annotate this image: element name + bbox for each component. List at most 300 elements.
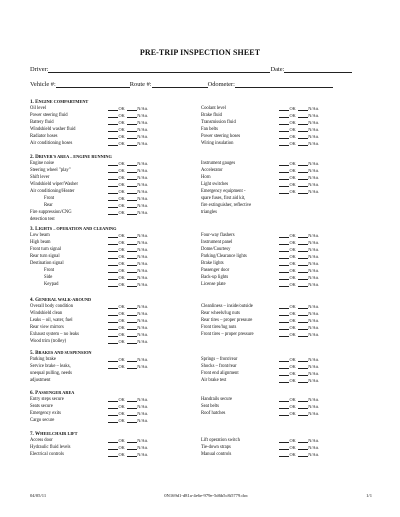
- ok-blank[interactable]: [279, 112, 289, 118]
- section: [30, 389, 372, 424]
- ok-blank[interactable]: [279, 232, 289, 238]
- checklist-item: [30, 209, 201, 216]
- ok-blank[interactable]: [108, 133, 118, 139]
- na-blank[interactable]: [298, 239, 308, 245]
- checklist-item: [30, 363, 201, 370]
- ok-blank[interactable]: [279, 377, 289, 383]
- ok-blank[interactable]: [108, 119, 118, 125]
- checklist-item: [30, 260, 201, 267]
- check-group: [279, 403, 321, 410]
- na-blank[interactable]: [127, 239, 137, 245]
- na-blank[interactable]: [298, 119, 308, 125]
- checklist-item: [30, 167, 201, 174]
- na-blank[interactable]: [298, 370, 308, 376]
- right-column: [201, 303, 372, 345]
- na-blank[interactable]: [298, 363, 308, 369]
- ok-blank[interactable]: [279, 105, 289, 111]
- ok-blank[interactable]: [108, 253, 118, 259]
- item-name: Passenger door: [201, 268, 230, 274]
- na-blank[interactable]: [298, 232, 308, 238]
- na-blank[interactable]: [127, 195, 137, 201]
- ok-label: OK: [118, 247, 125, 253]
- na-label: N/Att.: [308, 175, 320, 181]
- ok-blank[interactable]: [108, 140, 118, 146]
- right-column: [201, 160, 372, 223]
- ok-blank[interactable]: [108, 188, 118, 194]
- ok-blank[interactable]: [279, 267, 289, 273]
- ok-label: OK: [289, 113, 296, 119]
- ok-blank[interactable]: [108, 246, 118, 252]
- na-blank[interactable]: [298, 126, 308, 132]
- section: [30, 98, 372, 147]
- na-blank[interactable]: [127, 202, 137, 208]
- right-column: [201, 356, 372, 384]
- ok-label: OK: [289, 275, 296, 281]
- check-group: [279, 119, 321, 126]
- section-columns: [30, 105, 372, 147]
- ok-label: OK: [118, 141, 125, 147]
- ok-blank[interactable]: [279, 303, 289, 309]
- ok-blank[interactable]: [279, 174, 289, 180]
- item-name: Cleanliness – inside/outside: [201, 304, 253, 309]
- checklist-item: [201, 274, 372, 281]
- ok-blank[interactable]: [108, 105, 118, 111]
- ok-blank[interactable]: [108, 303, 118, 309]
- ok-blank[interactable]: [108, 396, 118, 402]
- ok-blank[interactable]: [108, 209, 118, 215]
- na-blank[interactable]: [127, 356, 137, 362]
- ok-blank[interactable]: [279, 239, 289, 245]
- na-blank[interactable]: [127, 410, 137, 416]
- na-blank[interactable]: [127, 451, 137, 457]
- left-column: [30, 396, 201, 424]
- ok-label: OK: [289, 106, 296, 111]
- check-group: [279, 331, 321, 338]
- check-group: [279, 133, 321, 140]
- item-name: Windshield washer fluid: [30, 127, 76, 133]
- checklist-item: [30, 274, 201, 281]
- ok-blank[interactable]: [279, 260, 289, 266]
- ok-label: OK: [118, 311, 125, 317]
- na-label: N/Att.: [137, 452, 149, 458]
- checklist-item: [201, 202, 372, 209]
- left-column: [30, 160, 201, 223]
- ok-label: OK: [289, 261, 296, 267]
- checklist-item: [201, 119, 372, 126]
- na-blank[interactable]: [298, 356, 308, 362]
- check-group: [279, 174, 321, 181]
- ok-label: OK: [118, 339, 125, 345]
- item-name: Seats secure: [30, 404, 53, 410]
- section-title-initial: B: [35, 350, 39, 356]
- na-label: N/Att.: [137, 318, 149, 324]
- na-label: N/Att.: [308, 141, 320, 147]
- ok-blank[interactable]: [108, 112, 118, 118]
- na-blank[interactable]: [127, 133, 137, 139]
- item-name: Dome/Courtesy: [201, 247, 231, 253]
- ok-blank[interactable]: [108, 338, 118, 344]
- item-name: Fan belts: [201, 127, 218, 133]
- check-group: [279, 310, 321, 317]
- na-label: N/Att.: [137, 325, 149, 331]
- na-blank[interactable]: [298, 396, 308, 402]
- ok-label: OK: [289, 371, 296, 377]
- item-name: spare fuses, first aid kit,: [201, 196, 246, 202]
- ok-blank[interactable]: [108, 274, 118, 280]
- na-label: N/Att.: [137, 141, 149, 147]
- item-name: License plate: [201, 282, 226, 288]
- item-name: Air conditioning hoses: [30, 141, 73, 147]
- vehicle-field[interactable]: [56, 81, 130, 88]
- na-blank[interactable]: [127, 112, 137, 118]
- ok-blank[interactable]: [108, 363, 118, 369]
- na-blank[interactable]: [298, 331, 308, 337]
- odometer-field[interactable]: [235, 81, 333, 88]
- check-group: [108, 105, 150, 112]
- check-group: [279, 267, 321, 274]
- section-title-rest: RAKES AND SUSPENSION: [38, 350, 92, 355]
- na-blank[interactable]: [127, 317, 137, 323]
- na-label: N/Att.: [308, 106, 320, 111]
- ok-label: OK: [118, 261, 125, 267]
- na-blank[interactable]: [298, 437, 308, 443]
- na-blank[interactable]: [298, 174, 308, 180]
- ok-label: OK: [118, 332, 125, 338]
- na-blank[interactable]: [127, 119, 137, 125]
- checklist-item: [201, 253, 372, 260]
- na-blank[interactable]: [298, 310, 308, 316]
- ok-label: OK: [289, 404, 296, 410]
- checklist-item: [30, 195, 201, 202]
- checklist-item: [30, 160, 201, 167]
- ok-blank[interactable]: [108, 444, 118, 450]
- ok-blank[interactable]: [108, 181, 118, 187]
- na-blank[interactable]: [127, 126, 137, 132]
- section-title-initial: D: [35, 154, 39, 160]
- ok-label: OK: [289, 247, 296, 253]
- na-blank[interactable]: [298, 253, 308, 259]
- na-blank[interactable]: [298, 167, 308, 173]
- ok-label: OK: [118, 161, 125, 166]
- checklist-item: [201, 356, 372, 363]
- ok-blank[interactable]: [108, 417, 118, 423]
- na-blank[interactable]: [127, 331, 137, 337]
- ok-blank[interactable]: [108, 281, 118, 287]
- ok-label: OK: [289, 411, 296, 417]
- item-name: Air brake test: [201, 378, 227, 384]
- checklist-item: [201, 126, 372, 133]
- na-blank[interactable]: [127, 267, 137, 273]
- checklist-item: [201, 105, 372, 112]
- check-group: [108, 317, 150, 324]
- checklist-item: [30, 410, 201, 417]
- na-blank[interactable]: [298, 451, 308, 457]
- na-blank[interactable]: [127, 310, 137, 316]
- na-label: N/Att.: [137, 397, 149, 402]
- na-blank[interactable]: [127, 403, 137, 409]
- na-label: N/Att.: [308, 240, 320, 246]
- footer-date: 04/05/11: [30, 493, 47, 498]
- na-blank[interactable]: [298, 188, 308, 194]
- ok-label: OK: [289, 304, 296, 309]
- ok-label: OK: [289, 175, 296, 181]
- ok-blank[interactable]: [279, 253, 289, 259]
- na-blank[interactable]: [127, 232, 137, 238]
- right-column: [201, 396, 372, 424]
- na-blank[interactable]: [298, 112, 308, 118]
- checklist-item: [30, 105, 201, 112]
- item-name: Power steering hoses: [201, 134, 241, 140]
- ok-blank[interactable]: [108, 451, 118, 457]
- ok-blank[interactable]: [279, 444, 289, 450]
- ok-blank[interactable]: [279, 310, 289, 316]
- check-group: [108, 246, 150, 253]
- ok-blank[interactable]: [279, 281, 289, 287]
- na-blank[interactable]: [127, 338, 137, 344]
- na-blank[interactable]: [127, 274, 137, 280]
- ok-blank[interactable]: [108, 403, 118, 409]
- na-blank[interactable]: [298, 246, 308, 252]
- ok-blank[interactable]: [108, 317, 118, 323]
- na-blank[interactable]: [127, 324, 137, 330]
- ok-blank[interactable]: [279, 324, 289, 330]
- left-column: [30, 356, 201, 384]
- ok-blank[interactable]: [279, 370, 289, 376]
- ok-blank[interactable]: [108, 160, 118, 166]
- odometer-label: Odometer:: [207, 81, 235, 88]
- na-blank[interactable]: [298, 377, 308, 383]
- checklist-item: [201, 324, 372, 331]
- ok-blank[interactable]: [108, 195, 118, 201]
- checklist-item: [30, 417, 201, 424]
- check-group: [279, 188, 321, 195]
- checklist-item: [30, 303, 201, 310]
- checklist-item: [201, 232, 372, 239]
- check-group: [108, 274, 150, 281]
- ok-blank[interactable]: [279, 167, 289, 173]
- ok-blank[interactable]: [279, 133, 289, 139]
- ok-label: OK: [118, 233, 125, 238]
- na-blank[interactable]: [298, 140, 308, 146]
- check-group: [108, 363, 150, 370]
- ok-blank[interactable]: [279, 331, 289, 337]
- ok-label: OK: [289, 161, 296, 166]
- ok-label: OK: [289, 120, 296, 126]
- ok-label: OK: [289, 254, 296, 260]
- ok-blank[interactable]: [279, 437, 289, 443]
- na-blank[interactable]: [127, 396, 137, 402]
- check-group: [108, 410, 150, 417]
- ok-blank[interactable]: [279, 356, 289, 362]
- section-title-rest: HEELCHAIR LIFT: [40, 431, 78, 436]
- driver-date-row: [30, 66, 372, 73]
- na-label: N/Att.: [137, 445, 149, 451]
- checklist-item: [30, 126, 201, 133]
- na-blank[interactable]: [127, 246, 137, 252]
- na-blank[interactable]: [298, 303, 308, 309]
- ok-label: OK: [118, 438, 125, 443]
- ok-label: OK: [118, 445, 125, 451]
- na-blank[interactable]: [298, 317, 308, 323]
- ok-blank[interactable]: [279, 274, 289, 280]
- check-group: [108, 126, 150, 133]
- ok-blank[interactable]: [108, 356, 118, 362]
- checklist-item: [201, 195, 372, 202]
- ok-blank[interactable]: [108, 267, 118, 273]
- check-group: [108, 232, 150, 239]
- ok-blank[interactable]: [279, 403, 289, 409]
- ok-blank[interactable]: [108, 324, 118, 330]
- item-name: Windshield wiper/Washer: [30, 182, 79, 188]
- na-blank[interactable]: [127, 160, 137, 166]
- ok-blank[interactable]: [279, 181, 289, 187]
- ok-label: OK: [118, 318, 125, 324]
- ok-blank[interactable]: [279, 140, 289, 146]
- section: [30, 153, 372, 223]
- item-name: Service brake – leaks,: [30, 364, 71, 370]
- na-label: N/Att.: [308, 452, 320, 458]
- ok-blank[interactable]: [279, 126, 289, 132]
- ok-label: OK: [289, 332, 296, 338]
- item-name: Front: [44, 268, 55, 274]
- na-blank[interactable]: [127, 181, 137, 187]
- na-blank[interactable]: [127, 174, 137, 180]
- ok-blank[interactable]: [108, 167, 118, 173]
- na-blank[interactable]: [127, 303, 137, 309]
- na-blank[interactable]: [298, 181, 308, 187]
- check-group: [279, 253, 321, 260]
- ok-label: OK: [118, 404, 125, 410]
- na-blank[interactable]: [298, 444, 308, 450]
- na-label: N/Att.: [308, 325, 320, 331]
- check-group: [279, 181, 321, 188]
- na-label: N/Att.: [308, 254, 320, 260]
- ok-label: OK: [289, 325, 296, 331]
- ok-blank[interactable]: [108, 126, 118, 132]
- na-blank[interactable]: [298, 281, 308, 287]
- section-title-initial: G: [35, 297, 40, 303]
- date-label: Date:: [270, 66, 285, 73]
- na-label: N/Att.: [137, 168, 149, 174]
- ok-label: OK: [289, 189, 296, 195]
- checklist-item: [30, 317, 201, 324]
- na-blank[interactable]: [127, 437, 137, 443]
- ok-blank[interactable]: [279, 119, 289, 125]
- na-label: N/Att.: [137, 332, 149, 338]
- ok-label: OK: [118, 418, 125, 424]
- item-name: Emergency exits: [30, 411, 61, 417]
- ok-blank[interactable]: [108, 202, 118, 208]
- na-blank[interactable]: [298, 274, 308, 280]
- ok-blank[interactable]: [108, 310, 118, 316]
- ok-blank[interactable]: [279, 160, 289, 166]
- na-blank[interactable]: [127, 253, 137, 259]
- check-group: [279, 363, 321, 370]
- na-blank[interactable]: [127, 209, 137, 215]
- na-blank[interactable]: [127, 140, 137, 146]
- na-blank[interactable]: [127, 417, 137, 423]
- left-column: [30, 437, 201, 458]
- na-label: N/Att.: [137, 404, 149, 410]
- checklist-item: [30, 281, 201, 288]
- ok-blank[interactable]: [108, 232, 118, 238]
- ok-blank[interactable]: [279, 317, 289, 323]
- na-blank[interactable]: [298, 410, 308, 416]
- na-blank[interactable]: [127, 363, 137, 369]
- checklist-item: [201, 174, 372, 181]
- check-group: [108, 396, 150, 403]
- na-blank[interactable]: [127, 167, 137, 173]
- na-blank[interactable]: [298, 260, 308, 266]
- left-column: [30, 232, 201, 288]
- check-group: [279, 126, 321, 133]
- section-title: [30, 349, 372, 356]
- na-blank[interactable]: [298, 324, 308, 330]
- na-blank[interactable]: [127, 281, 137, 287]
- ok-label: OK: [289, 268, 296, 274]
- ok-blank[interactable]: [108, 260, 118, 266]
- ok-blank[interactable]: [279, 363, 289, 369]
- ok-blank[interactable]: [279, 396, 289, 402]
- driver-field[interactable]: [48, 66, 270, 73]
- ok-label: OK: [118, 196, 125, 202]
- ok-blank[interactable]: [108, 331, 118, 337]
- ok-blank[interactable]: [279, 188, 289, 194]
- checklist-item: [201, 167, 372, 174]
- item-name: Light switches: [201, 182, 229, 188]
- check-group: [108, 417, 150, 424]
- ok-blank[interactable]: [279, 410, 289, 416]
- ok-blank[interactable]: [279, 451, 289, 457]
- na-blank[interactable]: [298, 160, 308, 166]
- na-blank[interactable]: [127, 188, 137, 194]
- checklist-item: [30, 324, 201, 331]
- na-blank[interactable]: [127, 260, 137, 266]
- ok-blank[interactable]: [108, 174, 118, 180]
- ok-blank[interactable]: [108, 410, 118, 416]
- check-group: [108, 160, 150, 167]
- na-label: N/Att.: [137, 282, 149, 288]
- section: [30, 430, 372, 458]
- na-blank[interactable]: [298, 133, 308, 139]
- ok-blank[interactable]: [108, 437, 118, 443]
- na-blank[interactable]: [127, 444, 137, 450]
- right-column: [201, 232, 372, 288]
- na-label: N/Att.: [308, 311, 320, 317]
- check-group: [108, 281, 150, 288]
- item-name: High beam: [30, 240, 51, 246]
- na-label: N/Att.: [137, 120, 149, 126]
- check-group: [279, 317, 321, 324]
- item-name: Overall body condition: [30, 304, 74, 309]
- na-blank[interactable]: [298, 403, 308, 409]
- na-blank[interactable]: [298, 267, 308, 273]
- checklist-item: [201, 112, 372, 119]
- ok-label: OK: [118, 357, 125, 362]
- date-field[interactable]: [284, 66, 352, 73]
- item-name: Wiring insulation: [201, 141, 234, 147]
- checklist-item: [30, 310, 201, 317]
- na-blank[interactable]: [298, 105, 308, 111]
- na-blank[interactable]: [127, 105, 137, 111]
- ok-label: OK: [289, 127, 296, 133]
- check-group: [279, 396, 321, 403]
- ok-blank[interactable]: [108, 239, 118, 245]
- section: [30, 349, 372, 384]
- check-group: [108, 119, 150, 126]
- ok-blank[interactable]: [279, 246, 289, 252]
- route-field[interactable]: [152, 81, 208, 88]
